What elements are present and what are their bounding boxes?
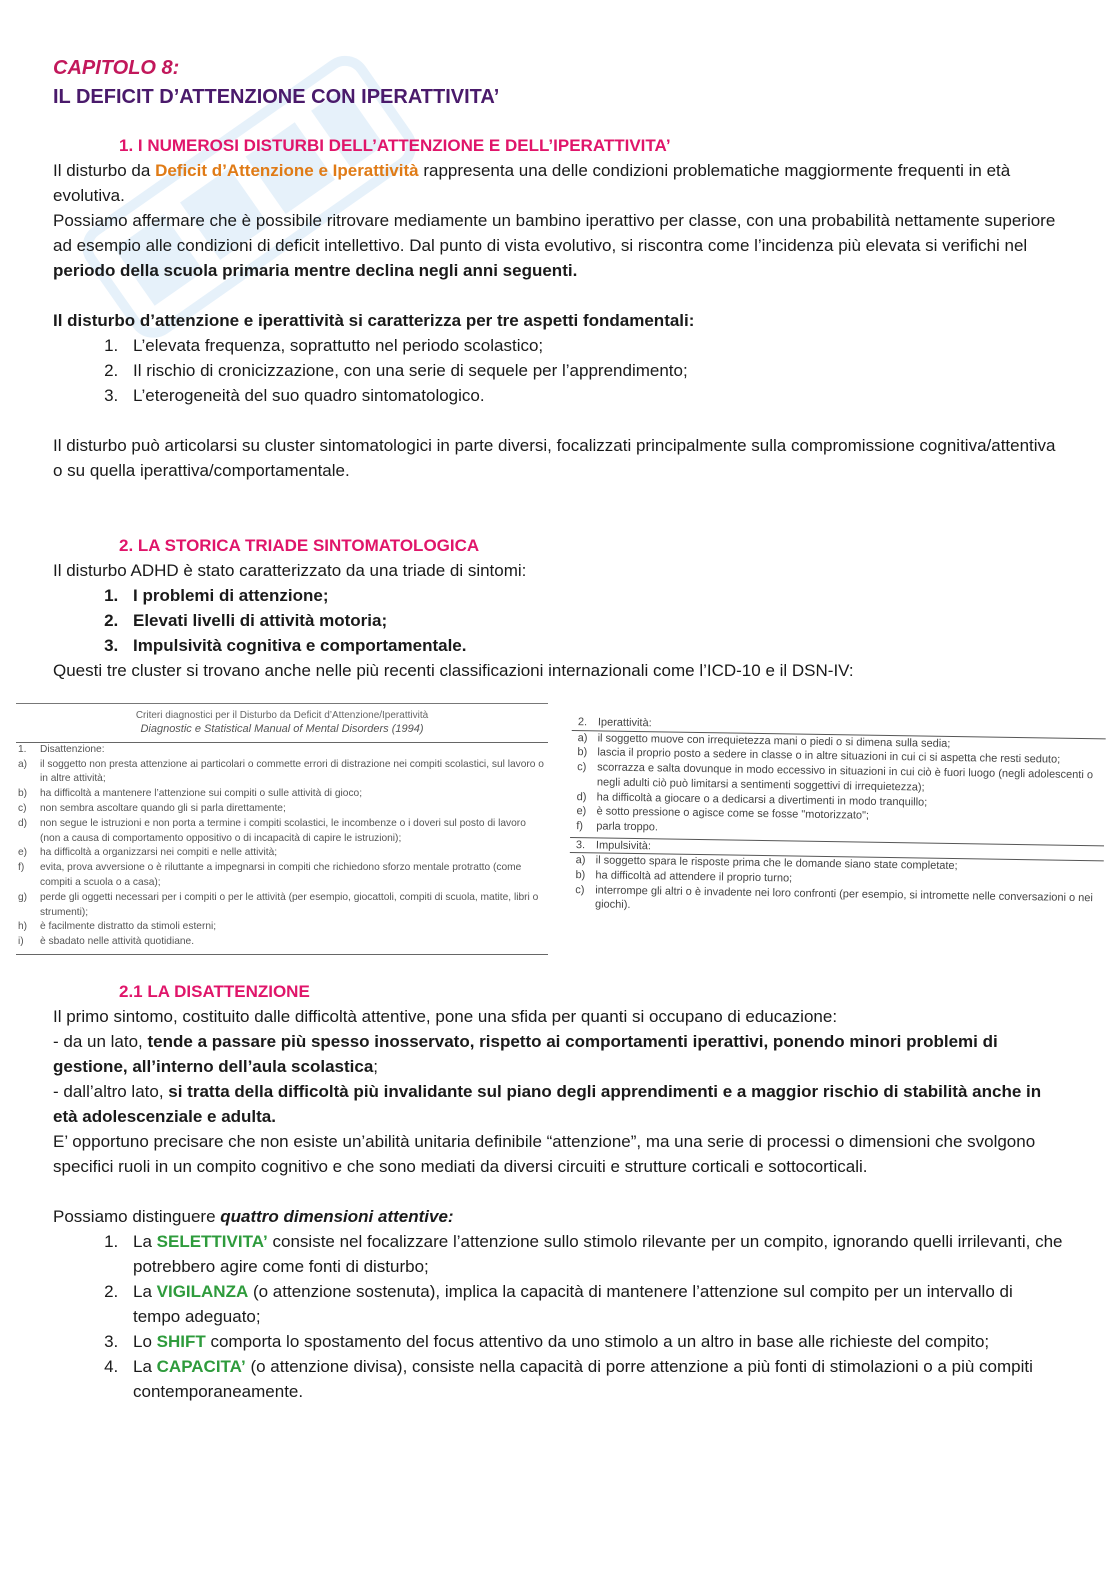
aspects-list: [53, 333, 1063, 408]
criteria-row: d) non segue le istruzioni e non porta a termine i compiti scolastici, le incombenze o i doveri sul posto di lavoro (non a causa di comportamento oppositivo o di incapacità di capire le istruzioni);: [18, 817, 526, 844]
criteria-row: i) è sbadato nelle attività quotidiane.: [18, 936, 195, 948]
criteria-row: a) il soggetto spara le risposte prima che le domande siano state completate;: [575, 854, 958, 873]
list-item: 1. I problemi di attenzione;: [123, 583, 1063, 608]
section-2-1-heading: 2.1 LA DISATTENZIONE: [119, 982, 310, 1001]
criteria-group-impulsivity: [569, 838, 1104, 921]
criteria-row: a) il soggetto muove con irrequietezza mani o piedi o si dimena sulla sedia;: [577, 731, 951, 750]
section-2-intro: Il disturbo ADHD è stato caratterizzato da una triade di sintomi:: [53, 561, 527, 580]
section-2-1-intro: Il primo sintomo, costituito dalle difficoltà attentive, pone una sfida per quanti si occupano di educazione:: [53, 1007, 838, 1026]
list-item: 1. La SELETTIVITA’ consiste nel focalizzare l’attenzione sullo stimolo rilevante per un compito, ignorando quelli irrilevanti, che potrebbero agire come fonti di disturbo;: [123, 1229, 1063, 1279]
list-item: 2. Elevati livelli di attività motoria;: [123, 608, 1063, 633]
figure-header: Criteri diagnostici per il Disturbo da Deficit d’Attenzione/Iperattività: [135, 710, 429, 721]
criteria-row: e) è sotto pressione o agisce come se fosse "motorizzato";: [576, 805, 870, 822]
criteria-rows-left: [16, 743, 548, 950]
criteria-row: a) il soggetto non presta attenzione ai particolari o commette errori di distrazione nei compiti scolastici, sul lavoro o in altre attività;: [18, 758, 544, 785]
dsm-criteria-table-left: [16, 703, 548, 958]
criteria-row: b) ha difficoltà a mantenere l’attenzione sui compiti o sulle attività di gioco;: [18, 788, 363, 800]
criteria-row: 1. Disattenzione:: [18, 743, 105, 755]
criteria-row: 2. Iperattività:: [577, 716, 652, 730]
section-2-after: Questi tre cluster si trovano anche nelle più recenti classificazioni internazionali come l’ICD-10 e il DSN-IV:: [53, 661, 854, 680]
list-item: 4. La CAPACITA’ (o attenzione divisa), consiste nella capacità di porre attenzione a più fonti di stimolazioni o a più compiti contemporaneamente.: [123, 1354, 1063, 1404]
list-item: 1. L’elevata frequenza, soprattutto nel periodo scolastico;: [123, 333, 1063, 358]
criteria-row: d) ha difficoltà a giocare o a dedicarsi a divertimenti in modo tranquillo;: [576, 790, 928, 809]
figure-subheader: Diagnostic e Statistical Manual of Mental Disorders (1994): [140, 723, 424, 735]
dimension-keyword: VIGILANZA: [156, 1282, 249, 1301]
dimensions-list: [53, 1229, 1063, 1404]
dimensions-intro: Possiamo distinguere quattro dimensioni attentive:: [53, 1207, 454, 1226]
criteria-row: f) parla troppo.: [576, 820, 659, 834]
section-1-aspects-intro: Il disturbo d’attenzione e iperattività si caratterizza per tre aspetti fondamentali:: [53, 311, 695, 330]
criteria-row: f) evita, prova avversione o è riluttante a impegnarsi in compiti che richiedono sforzo mentale protratto (come compiti a scuola o a casa);: [18, 862, 522, 888]
list-item: 3. L’eterogeneità del suo quadro sintomatologico.: [123, 383, 1063, 408]
criteria-row: c) scorrazza e salta dovunque in modo eccessivo in situazioni in cui ciò è fuori luogo (negli adolescenti o negli adulti ciò può limitarsi a sentimenti soggettivi di irrequietezza);: [577, 761, 1094, 794]
dsm-criteria-figures: [16, 703, 1106, 963]
dimension-keyword: CAPACITA’: [156, 1357, 246, 1376]
criteria-row: c) interrompe gli altri o è invadente nei loro confronti (per esempio, si intromette nelle conversazioni o nei giochi).: [575, 883, 1093, 912]
criteria-group-hyperactivity: [570, 715, 1106, 842]
triad-list: [53, 583, 1063, 658]
section-2-1-side-1: - da un lato, tende a passare più spesso inosservato, rispetto ai comportamenti iperattivi, ponendo minori problemi di gestione, all’interno dell’aula scolastica;: [53, 1032, 998, 1076]
section-2-heading: 2. LA STORICA TRIADE SINTOMATOLOGICA: [119, 536, 480, 555]
criteria-row: g) perde gli oggetti necessari per i compiti o per le attività (per esempio, giocattoli, compiti di scuola, matite, libri o strumenti);: [18, 891, 539, 918]
section-1-paragraph-1: Il disturbo da Deficit d’Attenzione e Iperattività rappresenta una delle condizioni problematiche maggiormente frequenti in età evolutiva.: [53, 161, 1011, 205]
chapter-label: CAPITOLO 8:: [53, 57, 180, 79]
list-item: 2. La VIGILANZA (o attenzione sostenuta), implica la capacità di mantenere l’attenzione sul compito per un intervallo di tempo adeguato;: [123, 1279, 1063, 1329]
chapter-title: IL DEFICIT D’ATTENZIONE CON IPERATTIVITA’: [53, 86, 500, 108]
criteria-row: 3. Impulsività:: [575, 838, 652, 852]
criteria-row: h) è facilmente distratto da stimoli esterni;: [18, 921, 217, 933]
list-item: 3. Lo SHIFT comporta lo spostamento del focus attentivo da uno stimolo a un altro in base alle richieste del compito;: [123, 1329, 1063, 1354]
dimension-keyword: SHIFT: [156, 1332, 206, 1351]
criteria-row: b) ha difficoltà ad attendere il proprio turno;: [575, 869, 793, 885]
section-2-1-side-2: - dall’altro lato, si tratta della difficoltà più invalidante sul piano degli apprendimenti e a maggior rischio di stabilità anche in età adolescenziale e adulta.: [53, 1082, 1042, 1126]
section-1-paragraph-2: Possiamo affermare che è possibile ritrovare mediamente un bambino iperattivo per classe, con una probabilità nettamente superiore ad esempio alle condizioni di deficit intellettivo. Dal punto di vista evolutivo, si riscontra come l’incidenza più elevata si verifichi nel periodo della scuola primaria mentre declina negli anni seguenti.: [53, 211, 1056, 280]
dimension-keyword: SELETTIVITA’: [156, 1232, 268, 1251]
criteria-row: b) lascia il proprio posto a sedere in classe o in altre situazioni in cui ci si aspetta che resti seduto;: [577, 746, 1061, 767]
section-1-paragraph-4: Il disturbo può articolarsi su cluster sintomatologici in parte diversi, focalizzati principalmente sulla compromissione cognitiva/attentiva o su quella iperattiva/comportamentale.: [53, 436, 1056, 480]
section-2-1-attention-paragraph: E’ opportuno precisare che non esiste un’abilità unitaria definibile “attenzione”, ma una serie di processi o dimensioni che svolgono specifici ruoli in un compito cognitivo e che sono mediati da diversi circuiti e strutture corticali e sottocorticali.: [53, 1132, 1036, 1176]
section-1-heading: 1. I NUMEROSI DISTURBI DELL’ATTENZIONE E DELL’IPERATTIVITA’: [119, 136, 671, 155]
list-item: 2. Il rischio di cronicizzazione, con una serie di sequele per l’apprendimento;: [123, 358, 1063, 383]
criteria-row: c) non sembra ascoltare quando gli si parla direttamente;: [18, 802, 286, 814]
adhd-highlight: Deficit d’Attenzione e Iperattività: [155, 161, 419, 180]
dsm-criteria-table-right: [568, 715, 1106, 971]
criteria-row: e) ha difficoltà a organizzarsi nei compiti e nelle attività;: [18, 847, 278, 859]
list-item: 3. Impulsività cognitiva e comportamentale.: [123, 633, 1063, 658]
